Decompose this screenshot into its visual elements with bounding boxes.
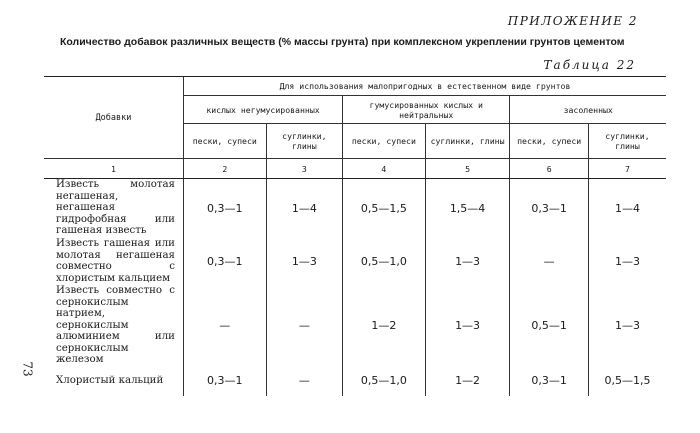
table-number: Таблица 22 — [543, 58, 636, 72]
colnum-5: 5 — [425, 159, 510, 179]
value-cell: 0,5—1,0 — [343, 366, 426, 396]
value-cell: 1,5—4 — [425, 179, 510, 238]
value-cell: — — [266, 285, 342, 366]
additive-name: Хлористый кальций — [56, 374, 164, 386]
colnum-4: 4 — [343, 159, 426, 179]
additives-table — [44, 76, 666, 396]
header-group-humus: гумусированных кислых и нейтральных — [343, 96, 510, 124]
value-cell: 1—4 — [588, 179, 666, 238]
value-cell: — — [183, 285, 266, 366]
subcol-6: суглинки, глины — [588, 124, 666, 159]
header-group-title: Для использования малопригодных в естественном виде грунтов — [183, 77, 666, 96]
page-number: 73 — [20, 361, 35, 377]
value-cell: 0,5—1,5 — [588, 366, 666, 396]
header-additives: Добавки — [44, 77, 183, 159]
value-cell: 1—3 — [266, 237, 342, 285]
value-cell: 0,3—1 — [183, 237, 266, 285]
colnum-3: 3 — [266, 159, 342, 179]
value-cell: 0,5—1,0 — [343, 237, 426, 285]
value-cell: 0,5—1 — [510, 285, 589, 366]
value-cell: 0,5—1,5 — [343, 179, 426, 238]
value-cell: 1—3 — [425, 285, 510, 366]
subcol-4: суглинки, глины — [425, 124, 510, 159]
value-cell: 0,3—1 — [510, 366, 589, 396]
table-row — [44, 237, 666, 285]
table-row — [44, 366, 666, 396]
value-cell: 1—2 — [343, 285, 426, 366]
subcol-1: пески, супеси — [183, 124, 266, 159]
value-cell: 0,3—1 — [183, 179, 266, 238]
header-group-saline: засоленных — [510, 96, 666, 124]
value-cell: 1—3 — [425, 237, 510, 285]
colnum-1: 1 — [44, 159, 183, 179]
subcol-3: пески, супеси — [343, 124, 426, 159]
value-cell: 0,3—1 — [510, 179, 589, 238]
subcol-5: пески, супеси — [510, 124, 589, 159]
table-title: Количество добавок различных веществ (% массы грунта) при комплексном укреплении грунтов цементом — [60, 36, 625, 48]
subcol-2: суглинки, глины — [266, 124, 342, 159]
colnum-7: 7 — [588, 159, 666, 179]
appendix-label: ПРИЛОЖЕНИЕ 2 — [507, 14, 638, 28]
table-row — [44, 285, 666, 366]
value-cell: 1—3 — [588, 285, 666, 366]
header-group-acidic: кислых негумусированных — [183, 96, 342, 124]
colnum-6: 6 — [510, 159, 589, 179]
value-cell: 1—2 — [425, 366, 510, 396]
value-cell: 1—4 — [266, 179, 342, 238]
value-cell: — — [266, 366, 342, 396]
table-row — [44, 179, 666, 238]
additive-name: Известь гашеная или молотая негашеная совместно с хлористым кальцием — [56, 238, 175, 284]
value-cell: 0,3—1 — [183, 366, 266, 396]
additive-name: Известь молотая негашеная, негашеная гидрофобная или гашеная известь — [56, 179, 175, 237]
additive-name: Известь совместно с сернокислым натрием, сернокислым алюминием или сернокислым железом — [56, 285, 175, 365]
value-cell: — — [510, 237, 589, 285]
colnum-2: 2 — [183, 159, 266, 179]
value-cell: 1—3 — [588, 237, 666, 285]
